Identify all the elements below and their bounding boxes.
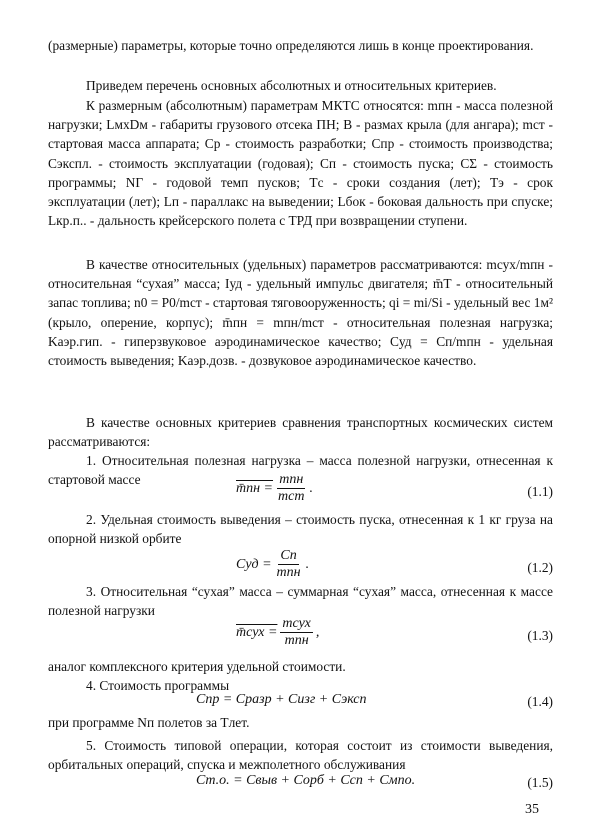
eq4-expression: Cпр = Cразр + Cизг + Cэксп — [196, 692, 367, 707]
eq1-lhs: m̄пн = — [236, 480, 274, 496]
eq1-tail: . — [309, 480, 313, 496]
eq4-label: (1.4) — [527, 694, 553, 709]
paragraph-criterion-4: 4. Стоимость программы — [86, 678, 230, 693]
paragraph-criteria-intro: В качестве основных критериев сравнения транспортных космических систем рассматриваются: — [48, 415, 553, 450]
equation-1-3 — [48, 616, 553, 656]
eq3-numerator: mсух — [282, 616, 311, 631]
eq2-lhs: Cуд = — [236, 556, 272, 572]
eq1-fraction — [276, 472, 306, 505]
paragraph-criterion-5: 5. Стоимость типовой операции, которая состоит из стоимости выведения, орбитальных операций, спуска и межполетного обслуживания — [48, 738, 553, 773]
eq2-fraction — [275, 548, 303, 581]
eq3-lhs: m̄сух = — [236, 624, 278, 640]
equation-1-4 — [48, 690, 553, 712]
paragraph-analog: аналог комплексного критерия удельной стоимости. — [48, 659, 346, 674]
eq5-expression: Cт.о. = Cвыв + Cорб + Cсп + Cмпо. — [196, 773, 416, 788]
paragraph-absolute-params: К размерным (абсолютным) параметрам МКТС относятся: mпн - масса полезной нагрузки; LмxDм - габариты грузового отсека ПН; B - размах крыла (для ангара); mст - стартовая масса аппарата; Cр - стоимость разработки; Cпр - стоимость производства; Cэкспл. - стоимость эксплуатации (годовая); Cп - стоимость пуска; CΣ - стоимость программы; NГ - годовой темп пусков; Tс - сроки создания (лет); Tэ - срок эксплуатации (лет); Lп - параллакс на выведении; Lбок - боковая дальность при спуске; Lкр.п.. - дальность крейсерского полета с ТРД при возвращении ступени. — [48, 98, 553, 229]
eq2-label: (1.2) — [527, 560, 553, 575]
eq5-label: (1.5) — [527, 775, 553, 790]
eq2-numerator: Cп — [280, 548, 297, 563]
eq1-denominator: mст — [278, 489, 305, 504]
eq2-tail: . — [305, 556, 310, 572]
paragraph-criterion-2: 2. Удельная стоимость выведения – стоимость пуска, отнесенная к 1 кг груза на опорной низкой орбите — [48, 512, 553, 547]
paragraph-relative-params: В качестве относительных (удельных) параметров рассматриваются: mсух/mпн - относительная “сухая” масса; Iуд - удельный импульс двигателя; m̄T - относительный запас топлива; n0 = P0/mст - стартовая тяговооруженность; qi = mi/Si - удельный вес 1м² (крыло, оперение, корпус); m̄пн = mпн/mст - относительная полезная нагрузка; Kаэр.гип. - гиперзвуковое аэродинамическое качество; Cуд = Cп/mпн - удельная стоимость выведения; Kаэр.дозв. - дозвуковое аэродинамическое качество. — [48, 257, 553, 369]
eq2-denominator: mпн — [276, 565, 301, 580]
paragraph-intro: Приведем перечень основных абсолютных и относительных критериев. — [86, 78, 497, 93]
paragraph-continuation: (размерные) параметры, которые точно определяются лишь в конце проектирования. — [48, 38, 534, 53]
paragraph-criterion-1: 1. Относительная полезная нагрузка – масса полезной нагрузки, отнесенная к стартовой массе — [48, 453, 553, 488]
eq1-numerator: mпн — [279, 472, 304, 487]
eq1-label: (1.1) — [527, 484, 553, 499]
page-number: 35 — [525, 802, 539, 817]
equation-1-5 — [48, 771, 553, 793]
eq3-label: (1.3) — [527, 628, 553, 643]
paragraph-program: при программе Nп полетов за Tлет. — [48, 715, 250, 730]
eq3-fraction — [280, 616, 312, 649]
paragraph-criterion-3: 3. Относительная “сухая” масса – суммарная “сухая” масса, отнесенная к массе полезной нагрузки — [48, 584, 553, 619]
equation-1-1 — [48, 472, 553, 512]
eq3-tail: , — [315, 624, 320, 640]
eq3-denominator: mпн — [284, 633, 309, 648]
